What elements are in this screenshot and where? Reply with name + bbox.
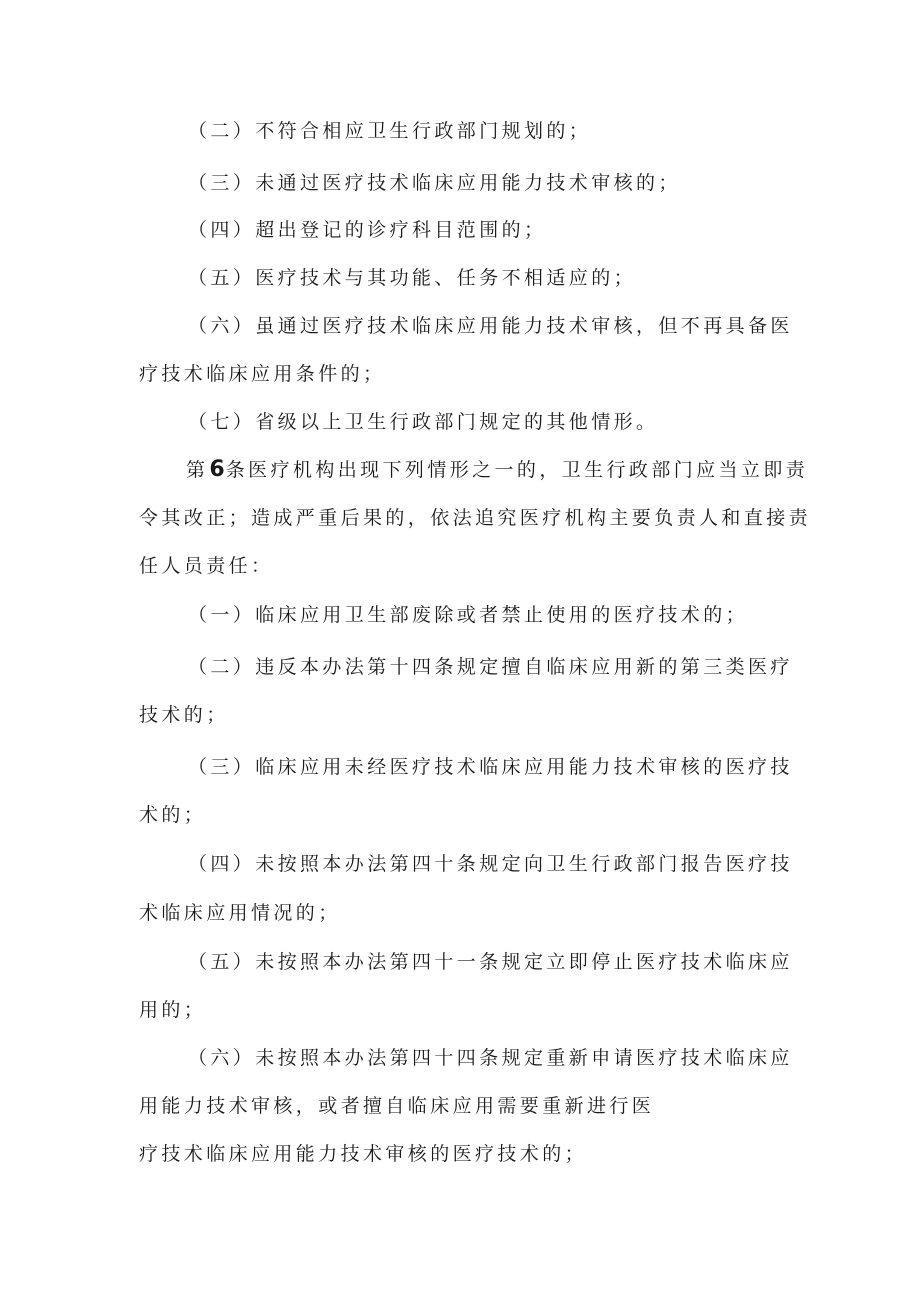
list-item: （七）省级以上卫生行政部门规定的其他情形。 xyxy=(188,411,659,433)
list-item-continuation: 术的； xyxy=(139,804,207,826)
list-item-continuation: 用的； xyxy=(139,999,207,1021)
list-item-continuation: 疗技术临床应用条件的； xyxy=(139,363,386,385)
list-item: （四）超出登记的诊疗科目范围的； xyxy=(188,219,547,241)
list-item-continuation: 用能力技术审核，或者擅自临床应用需要重新进行医 xyxy=(139,1095,655,1117)
list-item-continuation: 疗技术临床应用能力技术审核的医疗技术的； xyxy=(139,1143,588,1165)
list-item-continuation: 术临床应用情况的； xyxy=(139,902,341,924)
article-heading xyxy=(186,458,808,482)
list-item: （二）违反本办法第十四条规定擅自临床应用新的第三类医疗 xyxy=(188,656,793,678)
list-item: （六）未按照本办法第四十四条规定重新申请医疗技术临床应 xyxy=(188,1047,793,1069)
article-prefix: 第 xyxy=(186,459,209,481)
list-item: （六）虽通过医疗技术临床应用能力技术审核，但不再具备医 xyxy=(188,315,793,337)
list-item: （五）未按照本办法第四十一条规定立即停止医疗技术临床应 xyxy=(188,951,793,973)
list-item: （四）未按照本办法第四十条规定向卫生行政部门报告医疗技 xyxy=(188,853,793,875)
list-item: （一）临床应用卫生部废除或者禁止使用的医疗技术的； xyxy=(188,604,749,626)
paragraph-line: 令其改正；造成严重后果的，依法追究医疗机构主要负责人和直接责 xyxy=(139,507,812,529)
list-item-continuation: 技术的； xyxy=(139,704,229,726)
list-item: （五）医疗技术与其功能、任务不相适应的； xyxy=(188,267,637,289)
article-text: 条医疗机构出现下列情形之一的，卫生行政部门应当立即责 xyxy=(225,459,809,481)
paragraph-line: 任人员责任： xyxy=(139,555,274,577)
list-item: （三）未通过医疗技术临床应用能力技术审核的； xyxy=(188,172,681,194)
article-number: 6 xyxy=(209,457,225,482)
list-item: （三）临床应用未经医疗技术临床应用能力技术审核的医疗技 xyxy=(188,756,793,778)
list-item: （二）不符合相应卫生行政部门规划的； xyxy=(188,120,592,142)
